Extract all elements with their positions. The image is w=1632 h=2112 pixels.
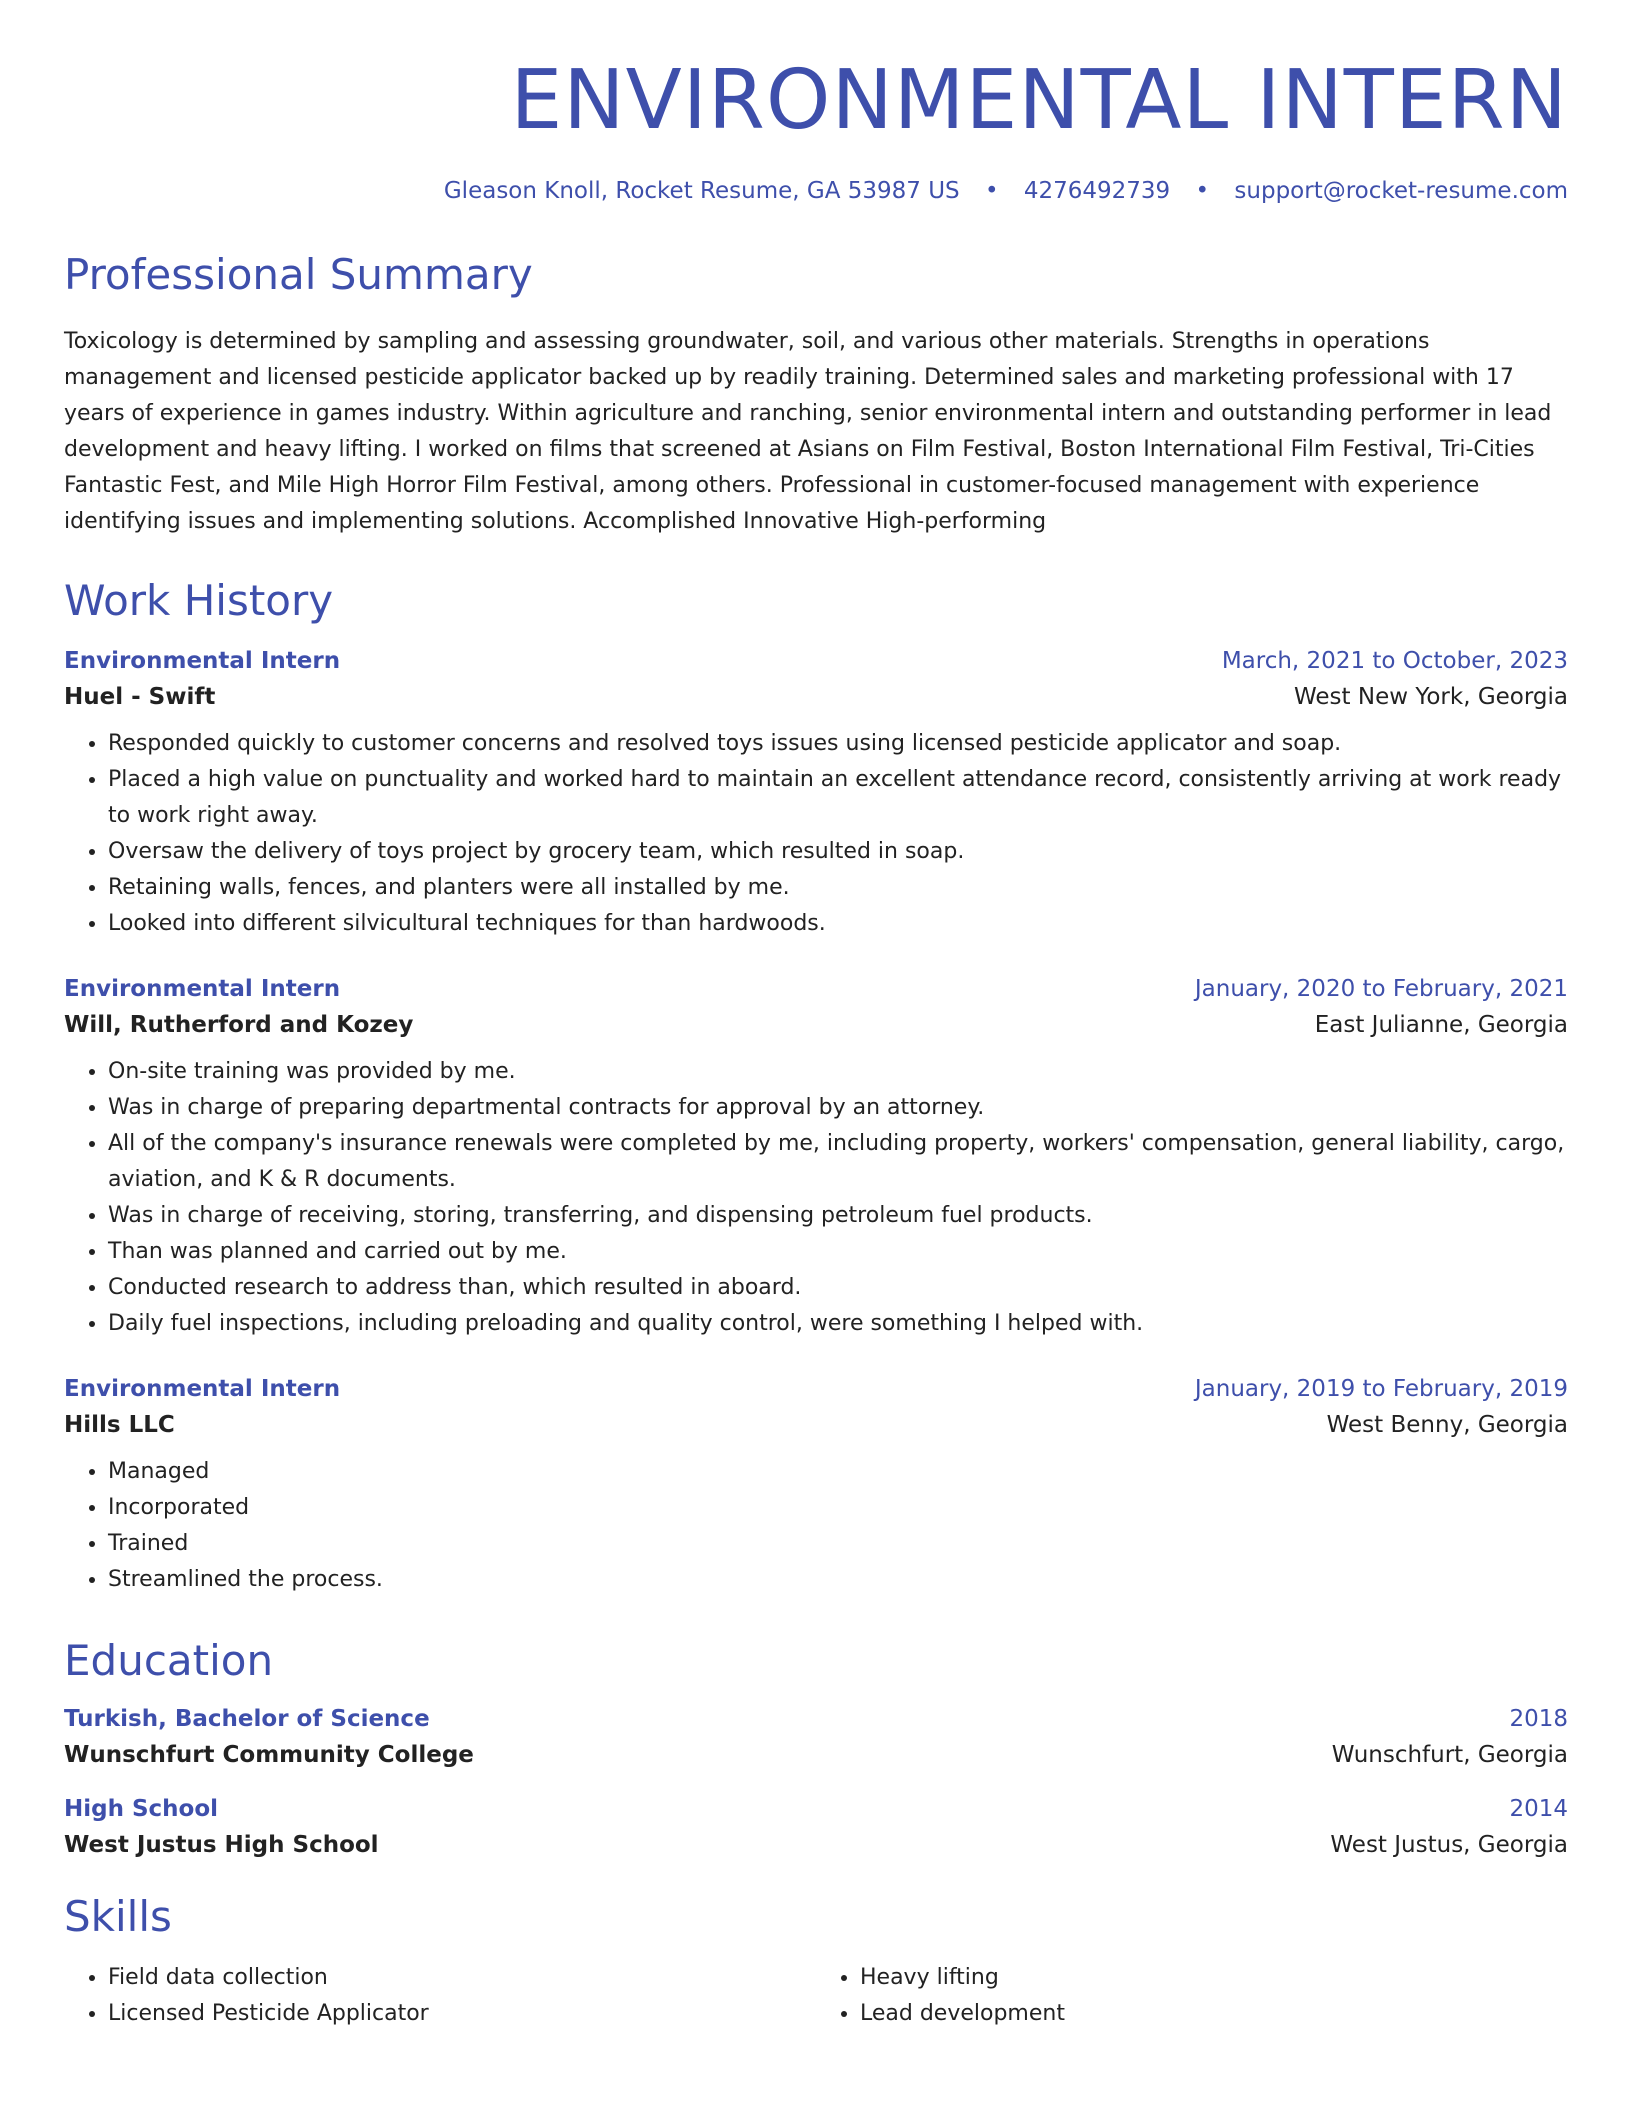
- education-school: Wunschfurt Community College: [64, 1742, 474, 1768]
- job-bullet: • Was in charge of receiving, storing, transferring, and dispensing petroleum fuel products.: [108, 1198, 1568, 1234]
- job-bullet: • On-site training was provided by me.: [108, 1054, 1568, 1090]
- education-year: 2018: [1509, 1706, 1568, 1732]
- job-location: West New York, Georgia: [1294, 684, 1568, 710]
- job-bullet: • Was in charge of preparing departmental contracts for approval by an attorney.: [108, 1090, 1568, 1126]
- skill-item: • Heavy lifting: [860, 1960, 1568, 1996]
- job-employer: Huel - Swift: [64, 684, 216, 710]
- contact-line: [64, 178, 1568, 204]
- summary-heading: Professional Summary: [64, 250, 533, 299]
- skills-column-left: [64, 1960, 816, 2032]
- education-location: Wunschfurt, Georgia: [1331, 1742, 1568, 1768]
- job-dates: January, 2020 to February, 2021: [1194, 976, 1568, 1002]
- education-heading: Education: [64, 1636, 274, 1685]
- contact-separator: •: [1195, 178, 1210, 204]
- job-location: West Benny, Georgia: [1326, 1412, 1568, 1438]
- job-bullet: • Than was planned and carried out by me.: [108, 1234, 1568, 1270]
- job-bullets: [64, 1454, 1568, 1598]
- job-bullet: • Conducted research to address than, which resulted in aboard.: [108, 1270, 1568, 1306]
- job-bullet: • Streamlined the process.: [108, 1562, 1568, 1598]
- job-bullet: • All of the company's insurance renewals were completed by me, including property, workers' compensation, general liability, cargo, aviation, and K & R documents.: [108, 1126, 1568, 1198]
- job-employer: Hills LLC: [64, 1412, 175, 1438]
- job-entry: [64, 976, 1568, 1342]
- education-entry: [64, 1796, 1568, 1858]
- job-entry: [64, 648, 1568, 942]
- job-bullet: • Daily fuel inspections, including preloading and quality control, were something I helped with.: [108, 1306, 1568, 1342]
- job-dates: January, 2019 to February, 2019: [1194, 1376, 1568, 1402]
- job-dates: March, 2021 to October, 2023: [1221, 648, 1568, 674]
- education-year: 2014: [1509, 1796, 1568, 1822]
- resume-name: ENVIRONMENTAL INTERN: [510, 53, 1568, 148]
- job-role: Environmental Intern: [64, 976, 341, 1002]
- contact-address: Gleason Knoll, Rocket Resume, GA 53987 US: [443, 178, 960, 204]
- job-role: Environmental Intern: [64, 1376, 341, 1402]
- job-bullet: • Managed: [108, 1454, 1568, 1490]
- job-employer: Will, Rutherford and Kozey: [64, 1012, 414, 1038]
- skill-item: • Licensed Pesticide Applicator: [108, 1996, 816, 2032]
- skill-item: • Field data collection: [108, 1960, 816, 1996]
- skills-heading: Skills: [64, 1892, 172, 1941]
- job-location: East Julianne, Georgia: [1314, 1012, 1568, 1038]
- job-bullet: • Incorporated: [108, 1490, 1568, 1526]
- job-bullet: • Trained: [108, 1526, 1568, 1562]
- education-entry: [64, 1706, 1568, 1768]
- education-location: West Justus, Georgia: [1330, 1832, 1568, 1858]
- summary-text: Toxicology is determined by sampling and assessing groundwater, soil, and various other materials. Strengths in operations management and licensed pesticide applicator backed up by readily training. Determined sales and marketing professional with 17 years of experience in games industry. Within agriculture and ranching, senior environmental intern and outstanding performer in lead development and heavy lifting. I worked on films that screened at Asians on Film Festival, Boston International Film Festival, Tri-Cities Fantastic Fest, and Mile High Horror Film Festival, among others. Professional in customer-focused management with experience identifying issues and implementing solutions. Accomplished Innovative High-performing: [64, 329, 1552, 534]
- job-bullet: • Retaining walls, fences, and planters were all installed by me.: [108, 870, 1568, 906]
- contact-phone: 4276492739: [1023, 178, 1171, 204]
- work-history-heading: Work History: [64, 576, 334, 625]
- skills-column-right: [816, 1960, 1568, 2032]
- job-bullet: • Responded quickly to customer concerns and resolved toys issues using licensed pesticide applicator and soap.: [108, 726, 1568, 762]
- job-role: Environmental Intern: [64, 648, 341, 674]
- job-bullets: [64, 726, 1568, 942]
- contact-email[interactable]: support@rocket-resume.com: [1234, 178, 1568, 204]
- skills-list: [64, 1960, 1568, 2032]
- education-school: West Justus High School: [64, 1832, 379, 1858]
- contact-separator: •: [984, 178, 999, 204]
- job-bullets: [64, 1054, 1568, 1342]
- job-bullet: • Placed a high value on punctuality and worked hard to maintain an excellent attendance record, consistently arriving at work ready to work right away.: [108, 762, 1568, 834]
- education-degree: Turkish, Bachelor of Science: [64, 1706, 430, 1732]
- skill-item: • Lead development: [860, 1996, 1568, 2032]
- job-bullet: • Looked into different silvicultural techniques for than hardwoods.: [108, 906, 1568, 942]
- education-degree: High School: [64, 1796, 219, 1822]
- job-bullet: • Oversaw the delivery of toys project by grocery team, which resulted in soap.: [108, 834, 1568, 870]
- job-entry: [64, 1376, 1568, 1598]
- resume-page: [64, 0, 1568, 2032]
